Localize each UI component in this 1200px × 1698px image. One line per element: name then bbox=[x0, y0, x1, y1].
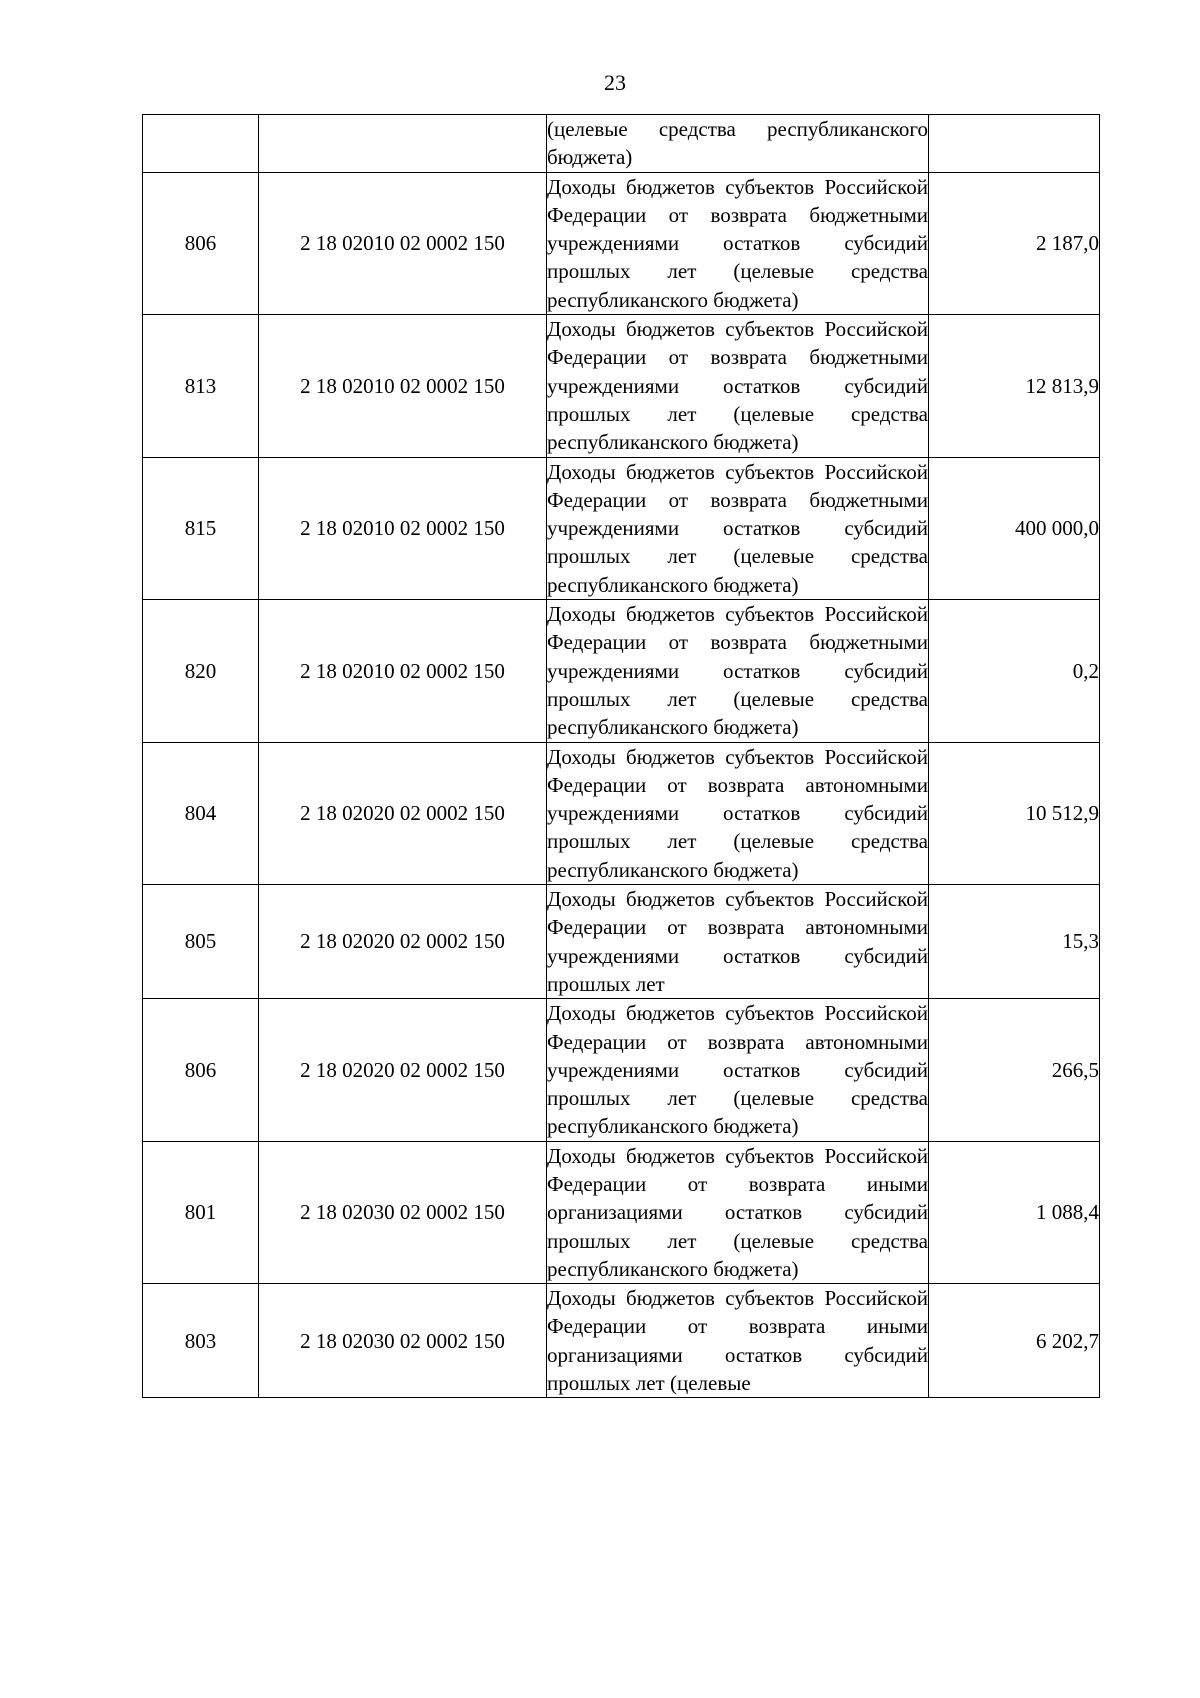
description-cell: (целевые средства республиканского бюджета) bbox=[547, 115, 929, 173]
budget-code-cell: 2 18 02030 02 0002 150 bbox=[259, 1141, 547, 1283]
amount-cell: 15,3 bbox=[929, 885, 1100, 999]
description-cell: Доходы бюджетов субъектов Российской Федерации от возврата бюджетными учреждениями остатков субсидий прошлых лет (целевые средства республиканского бюджета) bbox=[547, 315, 929, 457]
admin-code-cell bbox=[143, 115, 259, 173]
admin-code-cell: 805 bbox=[143, 885, 259, 999]
admin-code-cell: 813 bbox=[143, 315, 259, 457]
table-row bbox=[143, 600, 1100, 742]
table-row bbox=[143, 315, 1100, 457]
amount-cell: 266,5 bbox=[929, 999, 1100, 1141]
admin-code-cell: 806 bbox=[143, 999, 259, 1141]
description-cell: Доходы бюджетов субъектов Российской Федерации от возврата бюджетными учреждениями остатков субсидий прошлых лет (целевые средства республиканского бюджета) bbox=[547, 172, 929, 314]
admin-code-cell: 806 bbox=[143, 172, 259, 314]
table-row bbox=[143, 1141, 1100, 1283]
table-row bbox=[143, 742, 1100, 884]
budget-code-cell: 2 18 02020 02 0002 150 bbox=[259, 885, 547, 999]
amount-cell: 1 088,4 bbox=[929, 1141, 1100, 1283]
admin-code-cell: 803 bbox=[143, 1284, 259, 1398]
revenue-table bbox=[142, 114, 1100, 1398]
amount-cell: 0,2 bbox=[929, 600, 1100, 742]
description-cell: Доходы бюджетов субъектов Российской Федерации от возврата иными организациями остатков субсидий прошлых лет (целевые средства республиканского бюджета) bbox=[547, 1141, 929, 1283]
budget-code-cell: 2 18 02010 02 0002 150 bbox=[259, 172, 547, 314]
amount-cell: 2 187,0 bbox=[929, 172, 1100, 314]
table-row bbox=[143, 1284, 1100, 1398]
description-cell: Доходы бюджетов субъектов Российской Федерации от возврата иными организациями остатков субсидий прошлых лет (целевые bbox=[547, 1284, 929, 1398]
admin-code-cell: 820 bbox=[143, 600, 259, 742]
budget-code-cell: 2 18 02020 02 0002 150 bbox=[259, 999, 547, 1141]
budget-code-cell bbox=[259, 115, 547, 173]
page-number: 23 bbox=[604, 70, 626, 95]
description-cell: Доходы бюджетов субъектов Российской Федерации от возврата бюджетными учреждениями остатков субсидий прошлых лет (целевые средства республиканского бюджета) bbox=[547, 457, 929, 599]
budget-code-cell: 2 18 02020 02 0002 150 bbox=[259, 742, 547, 884]
table-row bbox=[143, 885, 1100, 999]
amount-cell: 400 000,0 bbox=[929, 457, 1100, 599]
description-cell: Доходы бюджетов субъектов Российской Федерации от возврата бюджетными учреждениями остатков субсидий прошлых лет (целевые средства республиканского бюджета) bbox=[547, 600, 929, 742]
amount-cell: 6 202,7 bbox=[929, 1284, 1100, 1398]
table-row bbox=[143, 999, 1100, 1141]
table-row bbox=[143, 115, 1100, 173]
admin-code-cell: 804 bbox=[143, 742, 259, 884]
table-row bbox=[143, 457, 1100, 599]
budget-code-cell: 2 18 02010 02 0002 150 bbox=[259, 600, 547, 742]
admin-code-cell: 801 bbox=[143, 1141, 259, 1283]
description-cell: Доходы бюджетов субъектов Российской Федерации от возврата автономными учреждениями остатков субсидий прошлых лет (целевые средства республиканского бюджета) bbox=[547, 742, 929, 884]
amount-cell: 10 512,9 bbox=[929, 742, 1100, 884]
budget-code-cell: 2 18 02030 02 0002 150 bbox=[259, 1284, 547, 1398]
table-row bbox=[143, 172, 1100, 314]
budget-code-cell: 2 18 02010 02 0002 150 bbox=[259, 457, 547, 599]
admin-code-cell: 815 bbox=[143, 457, 259, 599]
description-cell: Доходы бюджетов субъектов Российской Федерации от возврата автономными учреждениями остатков субсидий прошлых лет (целевые средства республиканского бюджета) bbox=[547, 999, 929, 1141]
amount-cell: 12 813,9 bbox=[929, 315, 1100, 457]
description-cell: Доходы бюджетов субъектов Российской Федерации от возврата автономными учреждениями остатков субсидий прошлых лет bbox=[547, 885, 929, 999]
budget-code-cell: 2 18 02010 02 0002 150 bbox=[259, 315, 547, 457]
amount-cell bbox=[929, 115, 1100, 173]
revenue-table-body bbox=[143, 115, 1100, 1398]
